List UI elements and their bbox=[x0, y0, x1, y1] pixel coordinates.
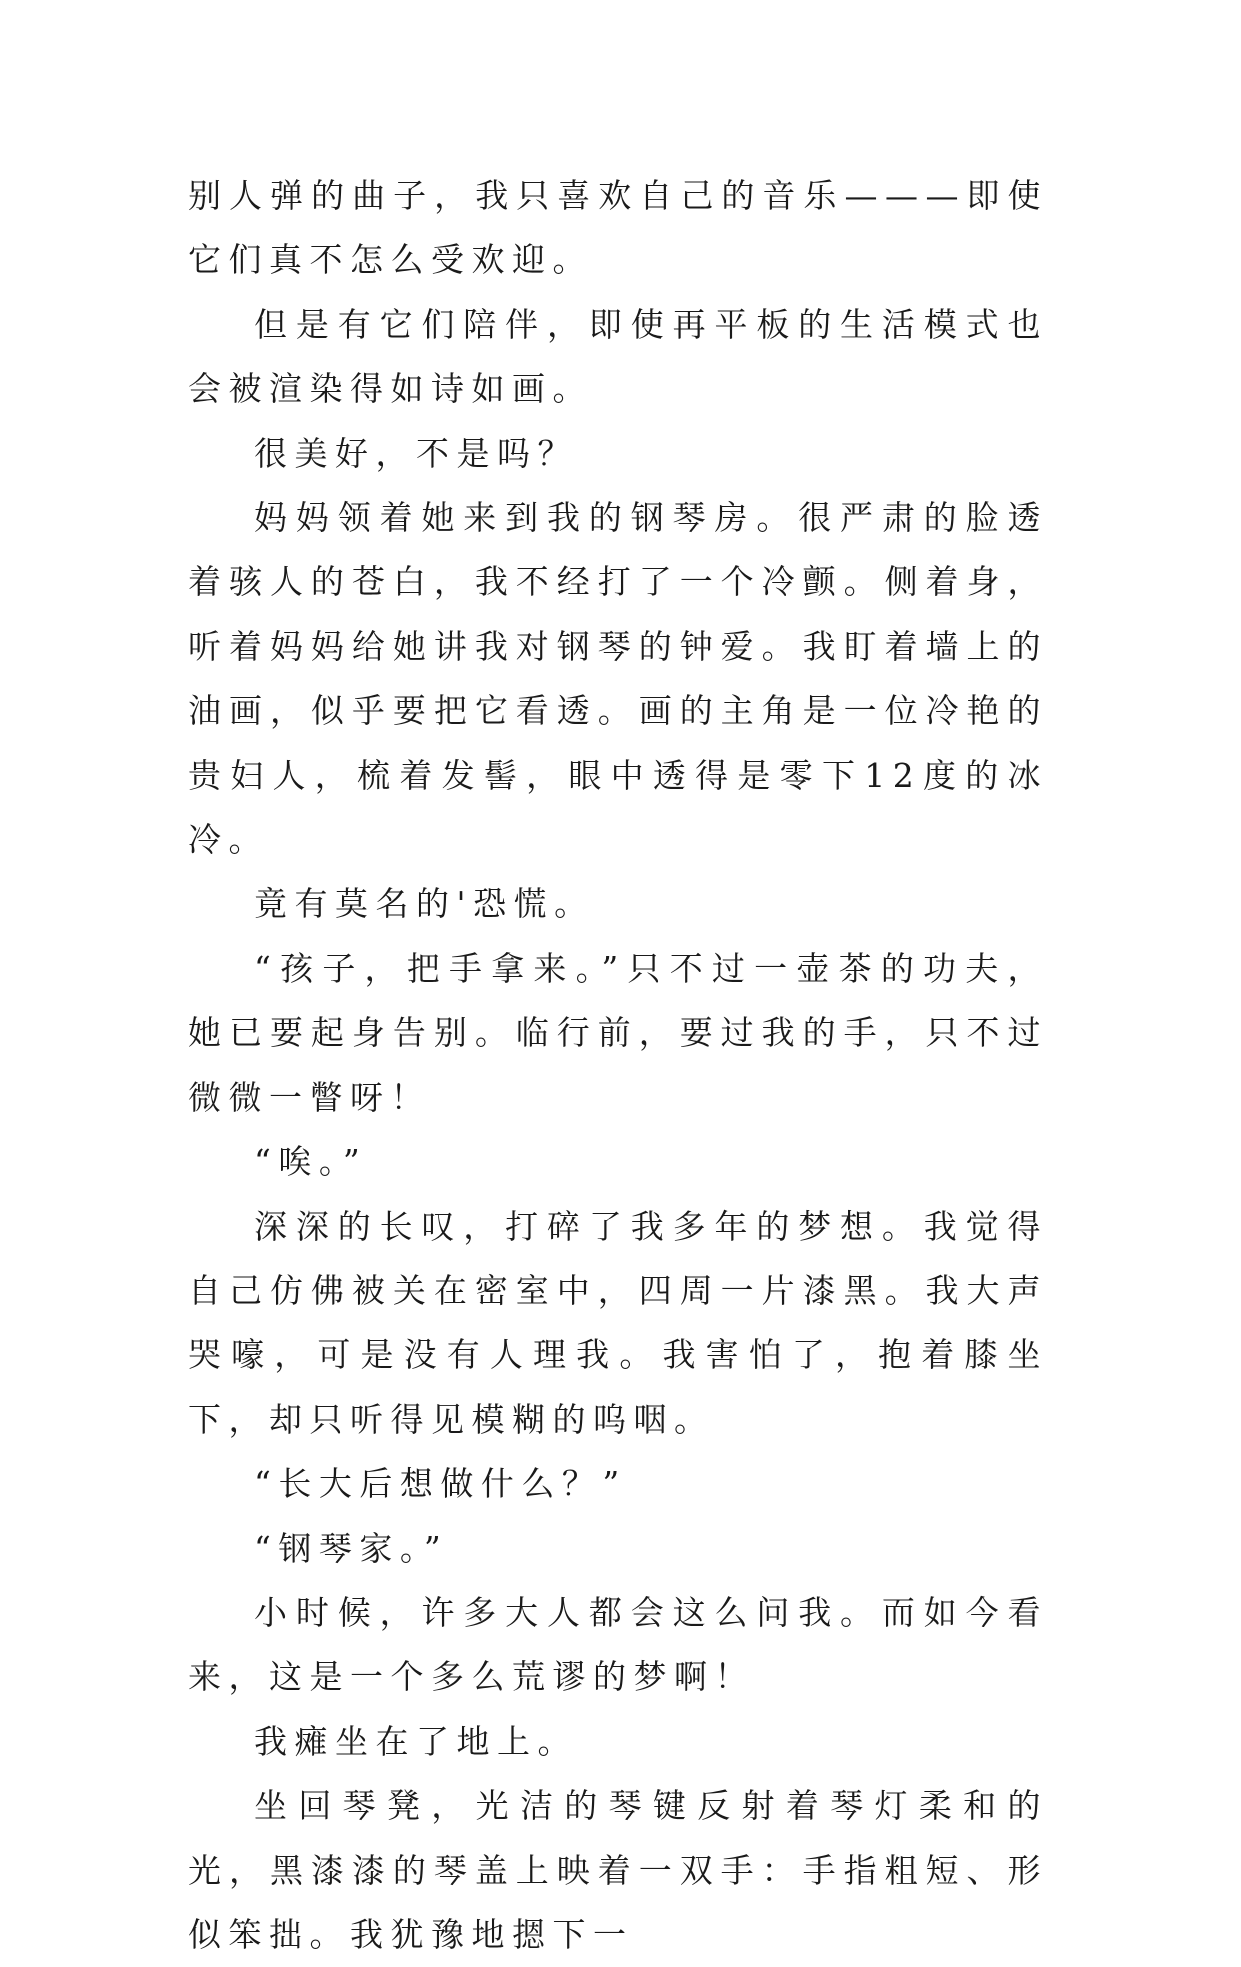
paragraph: 深深的长叹，打碎了我多年的梦想。我觉得自己仿佛被关在密室中，四周一片漆黑。我大声哭嚎，可是没有人理我。我害怕了，抱着膝坐下，却只听得见模糊的呜咽。 bbox=[188, 1206, 1048, 1439]
paragraph: “钢琴家。” bbox=[254, 1528, 449, 1568]
paragraph: “唉。” bbox=[254, 1142, 368, 1182]
paragraph: “长大后想做什么？” bbox=[254, 1464, 627, 1504]
paragraph: 妈妈领着她来到我的钢琴房。很严肃的脸透着骇人的苍白，我不经打了一个冷颤。侧着身，听着妈妈给她讲我对钢琴的钟爱。我盯着墙上的油画，似乎要把它看透。画的主角是一位冷艳的贵妇人，梳着发髻，眼中透得是零下12度的冰冷。 bbox=[188, 498, 1048, 860]
paragraph: 很美好，不是吗？ bbox=[254, 433, 578, 473]
paragraph: 别人弹的曲子，我只喜欢自己的音乐———即使它们真不怎么受欢迎。 bbox=[188, 176, 1048, 280]
document-page bbox=[188, 164, 1048, 1967]
paragraph: 竟有莫名的'恐慌。 bbox=[254, 884, 595, 924]
paragraph: “孩子，把手拿来。”只不过一壶茶的功夫，她已要起身告别。临行前，要过我的手，只不过微微一瞥呀！ bbox=[188, 948, 1048, 1117]
paragraph: 我瘫坐在了地上。 bbox=[254, 1721, 578, 1761]
paragraph: 但是有它们陪伴，即使再平板的生活模式也会被渲染得如诗如画。 bbox=[188, 304, 1048, 409]
paragraph: 小时候，许多大人都会这么问我。而如今看来，这是一个多么荒谬的梦啊！ bbox=[188, 1592, 1048, 1697]
paragraph: 坐回琴凳，光洁的琴键反射着琴灯柔和的光，黑漆漆的琴盖上映着一双手：手指粗短、形似笨拙。我犹豫地摁下一 bbox=[188, 1786, 1048, 1954]
